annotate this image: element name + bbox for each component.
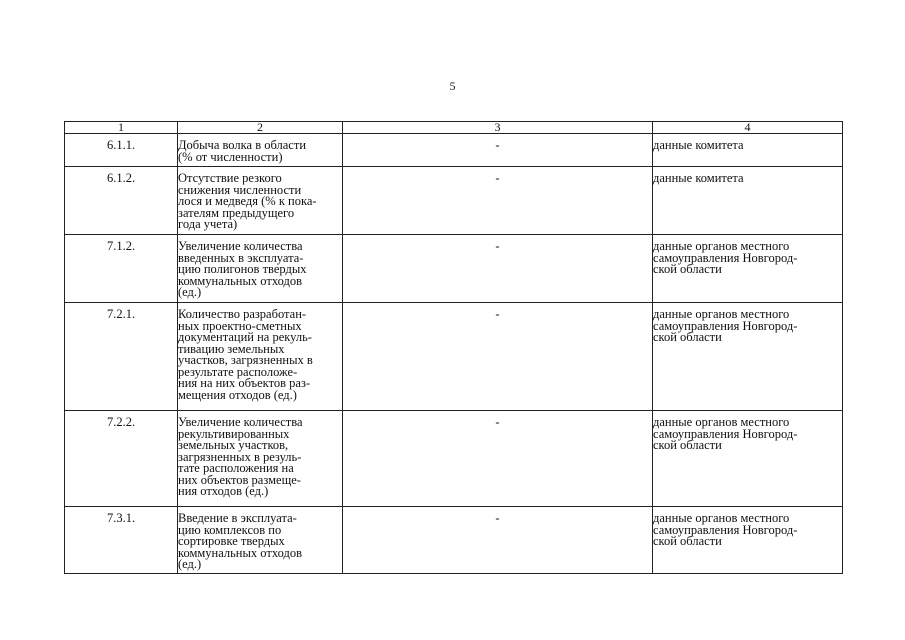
indicator-name: Отсутствие резкого снижения численности лося и медведя (% к пока- зателям предыдущего года учета) (178, 167, 343, 235)
data-source: данные органов местного самоуправления Новгород- ской области (653, 235, 843, 303)
data-source: данные органов местного самоуправления Новгород- ской области (653, 507, 843, 574)
row-number: 6.1.1. (65, 134, 178, 167)
indicator-value: - (343, 411, 653, 507)
table-header-row (65, 122, 843, 134)
row-number: 7.3.1. (65, 507, 178, 574)
data-source: данные комитета (653, 134, 843, 167)
table-row (65, 235, 843, 303)
indicator-value: - (343, 235, 653, 303)
indicators-table (64, 121, 843, 574)
row-number: 6.1.2. (65, 167, 178, 235)
data-source: данные комитета (653, 167, 843, 235)
indicator-value: - (343, 134, 653, 167)
data-source: данные органов местного самоуправления Новгород- ской области (653, 411, 843, 507)
table-row (65, 167, 843, 235)
indicator-value: - (343, 303, 653, 411)
table-row (65, 134, 843, 167)
row-number: 7.2.2. (65, 411, 178, 507)
page-number: 5 (449, 79, 456, 93)
table-row (65, 411, 843, 507)
table-row (65, 507, 843, 574)
row-number: 7.2.1. (65, 303, 178, 411)
indicator-value: - (343, 507, 653, 574)
column-header: 2 (178, 122, 343, 134)
indicator-name: Количество разработан- ных проектно-сметных документаций на рекуль- тивацию земельных участков, загрязненных в результате расположе- ния на них объектов раз- мещения отходов (ед.) (178, 303, 343, 411)
indicator-name: Увеличение количества рекультивированных земельных участков, загрязненных в резуль- тате расположения на них объектов размеще- ния отходов (ед.) (178, 411, 343, 507)
column-header: 3 (343, 122, 653, 134)
data-source: данные органов местного самоуправления Новгород- ской области (653, 303, 843, 411)
column-header: 1 (65, 122, 178, 134)
column-header: 4 (653, 122, 843, 134)
indicator-value: - (343, 167, 653, 235)
indicator-name: Введение в эксплуата- цию комплексов по сортировке твердых коммунальных отходов (ед.) (178, 507, 343, 574)
row-number: 7.1.2. (65, 235, 178, 303)
table-row (65, 303, 843, 411)
indicator-name: Увеличение количества введенных в эксплуата- цию полигонов твердых коммунальных отходов (ед.) (178, 235, 343, 303)
indicator-name: Добыча волка в области (% от численности) (178, 134, 343, 167)
